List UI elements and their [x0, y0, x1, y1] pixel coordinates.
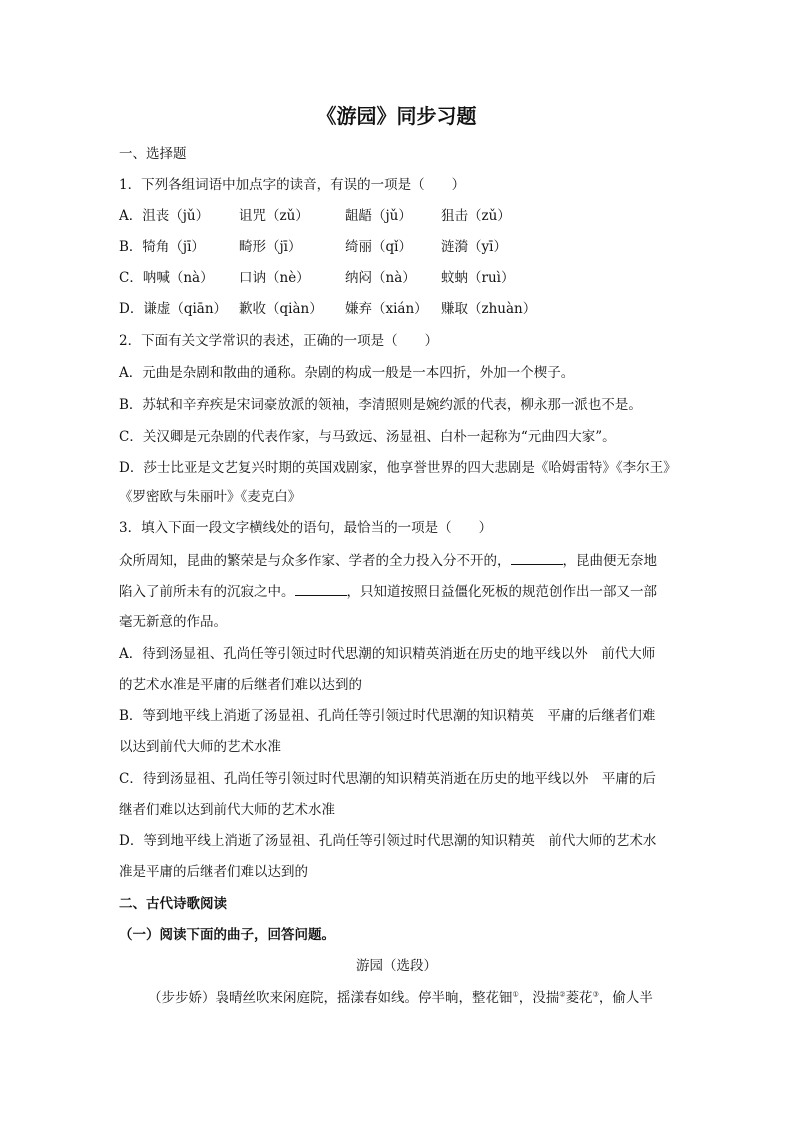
question-2-option-d-line-1: D．莎士比亚是文艺复兴时期的英国戏剧家，他享誉世界的四大悲剧是《哈姆雷特》《李尔王》	[119, 460, 677, 476]
footnote-marker-2: ②	[559, 990, 566, 999]
passage-text: 众所周知，昆曲的繁荣是与众多作家、学者的全力投入分不开的，	[119, 553, 511, 569]
option-a-word-2: 诅咒（zǔ）	[239, 208, 309, 224]
option-c-word-3: 纳闷（nà）	[345, 270, 416, 286]
question-3-option-d-line-1: D．等到地平线上消逝了汤显祖、孔尚任等引领过时代思潮的知识精英 前代大师的艺术水	[119, 833, 657, 849]
passage-text: ，昆曲便无奈地	[562, 553, 657, 569]
question-2-stem: 2．下面有关文学常识的表述，正确的一项是（ ）	[119, 333, 439, 349]
option-d-word-1: D．谦虚（qiān）	[119, 301, 228, 317]
question-3-option-c-line-1: C．待到汤显祖、孔尚任等引领过时代思潮的知识精英消逝在历史的地平线以外 平庸的后	[119, 771, 656, 787]
question-3-option-a-line-2: 的艺术水准是平庸的后继者们难以达到的	[119, 677, 362, 693]
question-3-passage-line-3: 毫无新意的作品。	[119, 614, 227, 630]
poem-text-line-1	[148, 988, 708, 1008]
question-3-passage-line-2	[119, 581, 679, 602]
option-b-word-1: B．犄角（jī）	[119, 239, 205, 255]
question-3-passage-line-1	[119, 550, 679, 571]
poem-text: ，偷人半	[598, 990, 653, 1006]
question-3-option-b-line-1: B．等到地平线上消逝了汤显祖、孔尚任等引领过时代思潮的知识精英 平庸的后继者们难	[119, 708, 656, 724]
question-1-option-a	[119, 206, 679, 226]
option-d-word-2: 歉收（qiàn）	[239, 301, 323, 317]
question-1-option-c	[119, 268, 679, 288]
footnote-marker-3: ③	[592, 990, 599, 999]
question-2-option-b: B．苏轼和辛弃疾是宋词豪放派的领袖，李清照则是婉约派的代表，柳永那一派也不是。	[119, 397, 642, 413]
section-heading-choice: 一、选择题	[119, 146, 187, 162]
question-2-option-d-line-2: 《罗密欧与朱丽叶》《麦克白》	[119, 489, 302, 505]
option-d-word-3: 嫌弃（xián）	[345, 301, 428, 317]
fill-blank-1	[511, 550, 563, 565]
question-1-stem: 1．下列各组词语中加点字的读音，有误的一项是（ ）	[119, 177, 466, 193]
fill-blank-2	[295, 581, 347, 596]
passage-text: 陷入了前所未有的沉寂之中。	[119, 584, 295, 600]
option-c-word-4: 蚊蚋（ruì）	[441, 270, 515, 286]
poem-text: 菱花	[565, 990, 593, 1006]
question-3-stem: 3．填入下面一段文字横线处的语句，最恰当的一项是（ ）	[119, 520, 493, 536]
question-2-option-a: A．元曲是杂剧和散曲的通称。杂剧的构成一般是一本四折，外加一个楔子。	[119, 365, 575, 381]
question-2-option-c: C．关汉卿是元杂剧的代表作家，与马致远、汤显祖、白朴一起称为“元曲四大家”。	[119, 429, 616, 445]
option-d-word-4: 赚取（zhuàn）	[441, 301, 537, 317]
option-a-word-1: A．沮丧（jǔ）	[119, 208, 210, 224]
question-3-option-b-line-2: 以达到前代大师的艺术水准	[119, 739, 281, 755]
question-3-option-c-line-2: 继者们难以达到前代大师的艺术水准	[119, 802, 335, 818]
option-a-word-3: 龃龉（jǔ）	[345, 208, 412, 224]
option-a-word-4: 狙击（zǔ）	[441, 208, 511, 224]
option-c-word-1: C．呐喊（nà）	[119, 270, 214, 286]
section-heading-poetry: 二、古代诗歌阅读	[119, 896, 227, 912]
poem-title: 游园（选段）	[356, 958, 437, 974]
subsection-heading: （一）阅读下面的曲子，回答问题。	[119, 927, 335, 943]
option-b-word-3: 绮丽（qǐ）	[345, 239, 412, 255]
footnote-marker-1: ①	[512, 990, 519, 999]
poem-text: （步步娇）袅晴丝吹来闲庭院，摇漾春如线。停半晌，整花钿	[148, 990, 513, 1006]
question-1-option-d	[119, 299, 679, 319]
poem-text: ，没揣	[518, 990, 560, 1006]
question-3-option-a-line-1: A．待到汤显祖、孔尚任等引领过时代思潮的知识精英消逝在历史的地平线以外 前代大师	[119, 646, 656, 662]
option-c-word-2: 口讷（nè）	[239, 270, 310, 286]
option-b-word-2: 畸形（jī）	[239, 239, 302, 255]
question-1-option-b	[119, 237, 679, 257]
question-3-option-d-line-2: 准是平庸的后继者们难以达到的	[119, 864, 308, 880]
page-title: 《游园》同步习题	[316, 104, 477, 128]
passage-text: ，只知道按照日益僵化死板的规范创作出一部又一部	[346, 584, 657, 600]
option-b-word-4: 涟漪（yī）	[441, 239, 507, 255]
